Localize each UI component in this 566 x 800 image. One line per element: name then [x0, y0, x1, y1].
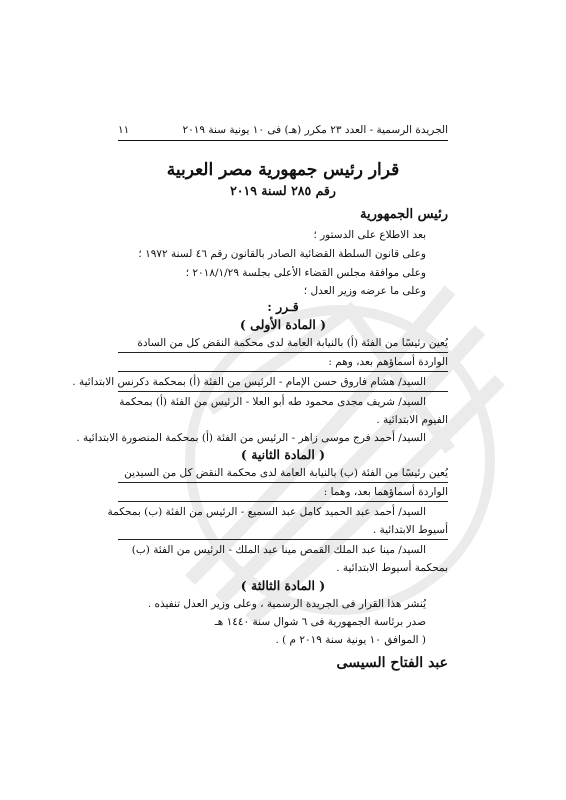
- page-number: ١١: [118, 124, 130, 136]
- separator-line: [118, 501, 448, 502]
- decree-number: رقم ٢٨٥ لسنة ٢٠١٩: [230, 183, 336, 198]
- article-3-line: صدر برئاسة الجمهورية فى ٦ شوال سنة ١٤٤٠ هـ: [214, 616, 426, 628]
- article-3-line: ( الموافق ١٠ يونية سنة ٢٠١٩ م ) .: [275, 634, 426, 646]
- article-1-item: السيد/ شريف مجدى محمود طه أبو العلا - الرئيس من الفئة (أ) بمحكمة: [119, 396, 426, 408]
- article-1-intro: الواردة أسماؤهم بعد، وهم :: [328, 356, 448, 368]
- preamble-line: بعد الاطلاع على الدستور ؛: [313, 229, 426, 241]
- article-1-intro: يُعين رئيسًا من الفئة (أ) بالنيابة العامة لدى محكمة النقض كل من السادة: [137, 337, 448, 349]
- article-3-title: ( المادة الثالثة ): [240, 578, 326, 593]
- article-2-intro: الواردة أسماؤهما بعد، وهما :: [323, 486, 448, 498]
- running-title: الجريدة الرسمية - العدد ٢٣ مكرر (هـ) فى ١٠ يونية سنة ٢٠١٩: [182, 124, 448, 136]
- article-3-line: يُنشر هذا القرار فى الجريدة الرسمية ، وعلى وزير العدل تنفيذه .: [147, 598, 426, 610]
- separator-line: [118, 371, 448, 372]
- article-1-item: السيد/ أحمد فرج موسى زاهر - الرئيس من الفئة (أ) بمحكمة المنصورة الابتدائية .: [76, 432, 426, 444]
- article-2-item: السيد/ مينا عبد الملك القمص مينا عبد الملك - الرئيس من الفئة (ب): [131, 544, 426, 556]
- president-heading: رئيس الجمهورية: [360, 207, 448, 222]
- separator-line: [118, 482, 448, 483]
- signature: عبد الفتاح السيسى: [336, 655, 448, 671]
- separator-line: [118, 539, 448, 540]
- article-1-item: السيد/ هشام فاروق حسن الإمام - الرئيس من الفئة (أ) بمحكمة دكرنس الابتدائية .: [72, 376, 426, 388]
- preamble-line: وعلى قانون السلطة القضائية الصادر بالقانون رقم ٤٦ لسنة ١٩٧٢ ؛: [138, 248, 426, 260]
- separator-line: [118, 391, 448, 392]
- article-1-item: الفيوم الابتدائية .: [376, 414, 448, 426]
- article-2-item: السيد/ أحمد عبد الحميد كامل عبد السميع - الرئيس من الفئة (ب) بمحكمة: [107, 506, 426, 518]
- article-2-item: بمحكمة أسيوط الابتدائية .: [336, 562, 448, 574]
- decree-title: قرار رئيس جمهورية مصر العربية: [166, 160, 400, 180]
- separator-line: [118, 352, 448, 353]
- preamble-line: وعلى ما عرضه وزير العدل ؛: [303, 285, 426, 297]
- decided-heading: قـرر :: [267, 299, 299, 314]
- article-2-intro: يُعين رئيسًا من الفئة (ب) بالنيابة العامة لدى محكمة النقض كل من السيدين: [124, 467, 448, 479]
- article-2-item: أسيوط الابتدائية .: [372, 524, 448, 536]
- article-1-title: ( المادة الأولى ): [239, 317, 327, 332]
- article-2-title: ( المادة الثانية ): [240, 447, 326, 462]
- gazette-header: [118, 124, 448, 141]
- preamble-line: وعلى موافقة مجلس القضاء الأعلى بجلسة ٢٠١٨/١/٢٩ ؛: [185, 267, 426, 279]
